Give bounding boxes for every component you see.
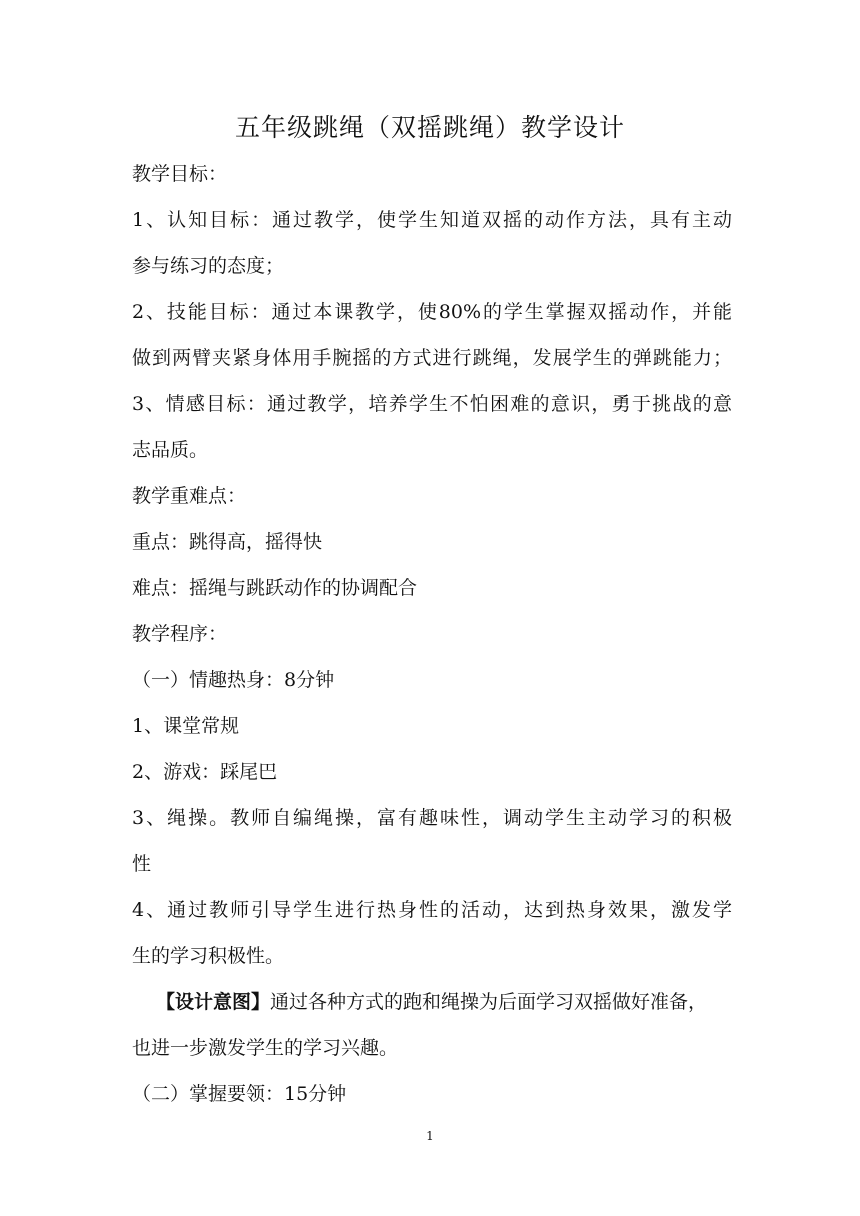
section-heading-procedure: 教学程序：: [132, 623, 228, 645]
section-heading-key-points: 教学重难点：: [132, 485, 247, 507]
paragraph-line: 重点：跳得高，摇得快: [132, 531, 323, 553]
design-intent-text: 通过各种方式的跑和绳操为后面学习双摇做好准备，: [270, 991, 708, 1013]
paragraph-line: 也进一步激发学生的学习兴趣。: [132, 1037, 399, 1059]
paragraph-line: 性: [132, 853, 152, 875]
design-intent-label: 【设计意图】: [156, 991, 271, 1013]
subsection-heading-essentials: （二）掌握要领：15分钟: [132, 1083, 347, 1105]
paragraph-line: 做到两臂夹紧身体用手腕摇的方式进行跳绳，发展学生的弹跳能力；: [132, 347, 732, 369]
paragraph-line: 生的学习积极性。: [132, 945, 285, 967]
document-title: 五年级跳绳（双摇跳绳）教学设计: [234, 113, 625, 142]
list-item: 2、游戏：踩尾巴: [132, 761, 278, 783]
paragraph-line: 志品质。: [132, 439, 209, 461]
paragraph-line: 参与练习的态度；: [132, 255, 285, 277]
list-item: 4、通过教师引导学生进行热身性的活动，达到热身效果，激发学: [132, 899, 732, 921]
paragraph-line: 难点：摇绳与跳跃动作的协调配合: [132, 577, 418, 599]
list-item: 3、绳操。教师自编绳操，富有趣味性，调动学生主动学习的积极: [132, 807, 732, 829]
paragraph-line: 3、情感目标：通过教学，培养学生不怕困难的意识，勇于挑战的意: [132, 393, 732, 415]
list-item: 1、课堂常规: [132, 715, 240, 737]
section-heading-objectives: 教学目标：: [132, 163, 228, 185]
paragraph-line: 1、认知目标：通过教学，使学生知道双摇的动作方法，具有主动: [132, 209, 732, 231]
paragraph-line: 2、技能目标：通过本课教学，使80%的学生掌握双摇动作，并能: [132, 301, 732, 323]
subsection-heading-warmup: （一）情趣热身：8分钟: [132, 669, 335, 691]
page-number: 1: [426, 1129, 434, 1143]
design-intent-line: [132, 979, 732, 1025]
